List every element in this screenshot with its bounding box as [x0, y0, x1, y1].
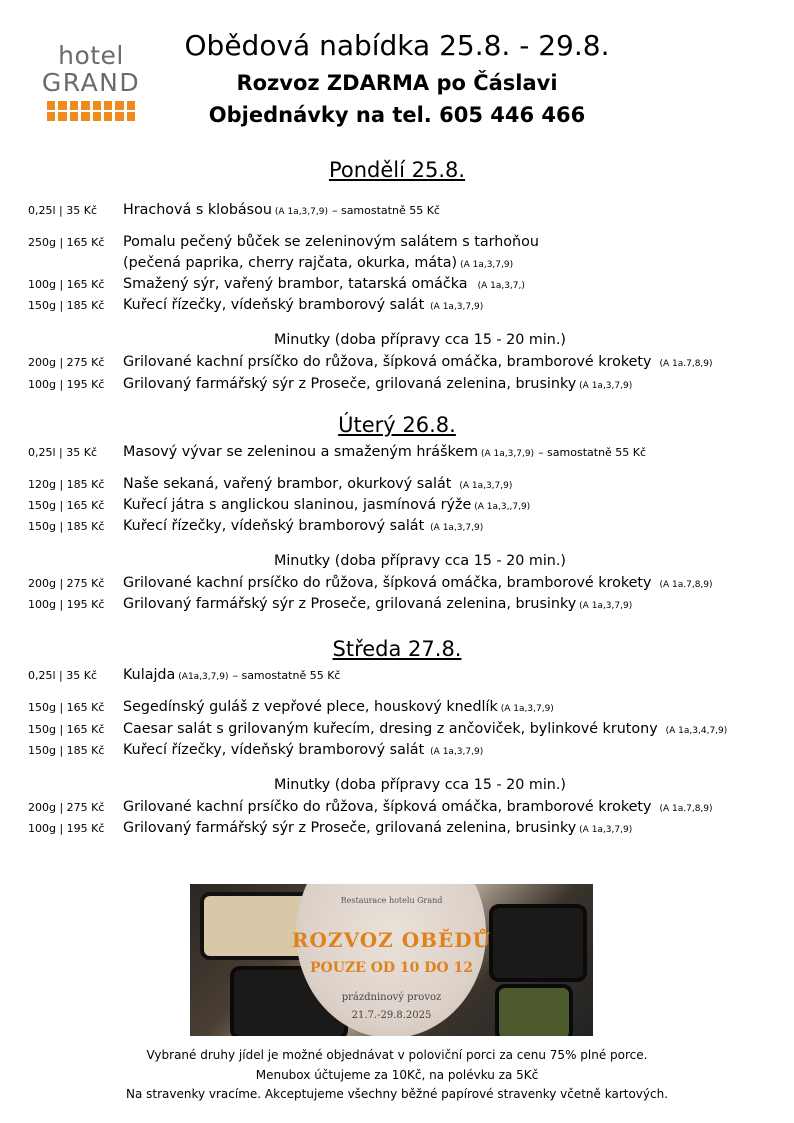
menu-item — [28, 516, 778, 538]
promo-restaurant: Restaurace hotelu Grand — [340, 896, 443, 905]
order-phone: Objednávky na tel. 605 446 466 — [208, 103, 586, 127]
item-price: 150g | 165 Kč — [28, 723, 105, 736]
menu-item — [28, 474, 778, 496]
allergens: (A 1a,3,7,9) — [579, 381, 633, 391]
item-price: 100g | 195 Kč — [28, 378, 105, 391]
soup-row — [28, 665, 778, 687]
soup-note: – samostatně 55 Kč — [331, 204, 440, 217]
item-name: Grilované kachní prsíčko do růžova, šípková omáčka, bramborové krokety — [123, 575, 652, 591]
minutky-heading: Minutky (doba přípravy cca 15 - 20 min.) — [274, 332, 566, 348]
allergens: (A 1a.7,8,9) — [659, 804, 713, 814]
day-title: Úterý 26.8. — [338, 413, 456, 437]
allergens: (A 1a,3,7,9) — [481, 449, 535, 459]
menu-item — [28, 740, 778, 762]
minutky-heading: Minutky (doba přípravy cca 15 - 20 min.) — [274, 553, 566, 569]
item-name: Grilovaný farmářský sýr z Proseče, grilovaná zelenina, brusinky — [123, 596, 577, 612]
item-price: 0,25l | 35 Kč — [28, 446, 98, 459]
day-title: Středa 27.8. — [332, 637, 462, 661]
allergens: (A 1a.7,8,9) — [659, 359, 713, 369]
promo-dates: 21.7.-29.8.2025 — [351, 1010, 432, 1021]
item-price: 150g | 185 Kč — [28, 744, 105, 757]
allergens: (A 1a,3,7,) — [477, 281, 525, 291]
menu-item — [28, 495, 778, 517]
item-name: Smažený sýr, vařený brambor, tatarská omáčka — [123, 276, 468, 292]
item-price: 100g | 195 Kč — [28, 822, 105, 835]
allergens: (A 1a,3,7,9) — [430, 747, 484, 757]
delivery-promo-image — [190, 884, 593, 1036]
menu-item — [28, 374, 778, 396]
item-price: 150g | 185 Kč — [28, 520, 105, 533]
item-price: 200g | 275 Kč — [28, 356, 105, 369]
logo-line1: hotel — [58, 41, 124, 70]
menu-item — [28, 232, 778, 253]
allergens: (A1a,3,7,9) — [178, 672, 229, 682]
allergens: (A 1a,3,7,9) — [500, 704, 554, 714]
item-price: 150g | 165 Kč — [28, 499, 105, 512]
item-price: 120g | 185 Kč — [28, 478, 105, 491]
footer-note-portions: Vybrané druhy jídel je možné objednávat v poloviční porci za cenu 75% plné porce. — [146, 1048, 648, 1062]
soup-row — [28, 442, 778, 464]
footer-note-vouchers: Na stravenky vracíme. Akceptujeme všechny běžné papírové stravenky včetně kartových. — [125, 1087, 669, 1101]
allergens: (A 1a,3,7,9) — [430, 523, 484, 533]
menu-item — [28, 818, 778, 840]
item-description: (pečená paprika, cherry rajčata, okurka, máta) — [123, 255, 458, 271]
delivery-info: Rozvoz ZDARMA po Čáslavi — [236, 71, 558, 95]
item-name: Grilované kachní prsíčko do růžova, šípková omáčka, bramborové krokety — [123, 799, 652, 815]
item-name: Grilované kachní prsíčko do růžova, šípková omáčka, bramborové krokety — [123, 354, 652, 370]
menu-item — [28, 797, 778, 819]
item-price: 200g | 275 Kč — [28, 801, 105, 814]
allergens: (A 1a,3,7,9) — [459, 481, 513, 491]
item-price: 0,25l | 35 Kč — [28, 204, 98, 217]
menu-item — [28, 594, 778, 616]
promo-mode: prázdninový provoz — [341, 992, 442, 1003]
item-price: 250g | 165 Kč — [28, 236, 105, 249]
item-price: 100g | 165 Kč — [28, 278, 105, 291]
item-price: 0,25l | 35 Kč — [28, 669, 98, 682]
item-name: Pomalu pečený bůček se zeleninovým salátem s tarhoňou — [123, 234, 539, 250]
menu-item — [28, 352, 778, 374]
item-name: Segedínský guláš z vepřové plece, houskový knedlík — [123, 699, 498, 715]
item-price: 200g | 275 Kč — [28, 577, 105, 590]
item-name: Caesar salát s grilovaným kuřecím, dresing z ančoviček, bylinkové krutony — [123, 721, 658, 737]
item-name: Grilovaný farmářský sýr z Proseče, grilovaná zelenina, brusinky — [123, 820, 577, 836]
page-title: Obědová nabídka 25.8. - 29.8. — [184, 29, 610, 62]
allergens: (A 1a,3,7,9) — [274, 207, 328, 217]
footer-note-menubox: Menubox účtujeme za 10Kč, na polévku za 5Kč — [255, 1068, 539, 1082]
day-title: Pondělí 25.8. — [328, 158, 466, 182]
item-price: 150g | 165 Kč — [28, 701, 105, 714]
allergens: (A 1a,3,7,9) — [460, 260, 514, 270]
item-name: Grilovaný farmářský sýr z Proseče, grilovaná zelenina, brusinky — [123, 376, 577, 392]
logo-line2: GRAND — [41, 68, 141, 97]
item-name: Kuřecí játra s anglickou slaninou, jasmínová rýže — [123, 497, 472, 513]
menu-item — [28, 274, 778, 296]
menu-item — [28, 719, 778, 741]
menu-item-continuation — [28, 253, 778, 275]
menu-item — [28, 573, 778, 595]
item-name: Hrachová s klobásou — [123, 202, 272, 218]
allergens: (A 1a.7,8,9) — [659, 580, 713, 590]
item-name: Masový vývar se zeleninou a smaženým hráškem — [123, 444, 479, 460]
allergens: (A 1a,3,7,9) — [579, 825, 633, 835]
promo-headline: ROZVOZ OBĚDŮ — [291, 928, 492, 952]
menu-item — [28, 295, 778, 317]
allergens: (A 1a,3,7,9) — [579, 601, 633, 611]
allergens: (A 1a,3,4,7,9) — [665, 726, 728, 736]
item-price: 100g | 195 Kč — [28, 598, 105, 611]
item-name: Kuřecí řízečky, vídeňský bramborový salát — [123, 742, 425, 758]
soup-note: – samostatně 55 Kč — [232, 669, 341, 682]
item-price: 150g | 185 Kč — [28, 299, 105, 312]
allergens: (A 1a,3,,7,9) — [474, 502, 531, 512]
promo-hours: POUZE OD 10 DO 12 — [310, 960, 473, 976]
item-name: Naše sekaná, vařený brambor, okurkový salát — [123, 476, 452, 492]
allergens: (A 1a,3,7,9) — [430, 302, 484, 312]
soup-row — [28, 200, 778, 222]
minutky-heading: Minutky (doba přípravy cca 15 - 20 min.) — [274, 777, 566, 793]
item-name: Kuřecí řízečky, vídeňský bramborový salát — [123, 297, 425, 313]
soup-note: – samostatně 55 Kč — [538, 446, 647, 459]
item-name: Kuřecí řízečky, vídeňský bramborový salát — [123, 518, 425, 534]
item-name: Kulajda — [123, 667, 176, 683]
menu-item — [28, 697, 778, 719]
